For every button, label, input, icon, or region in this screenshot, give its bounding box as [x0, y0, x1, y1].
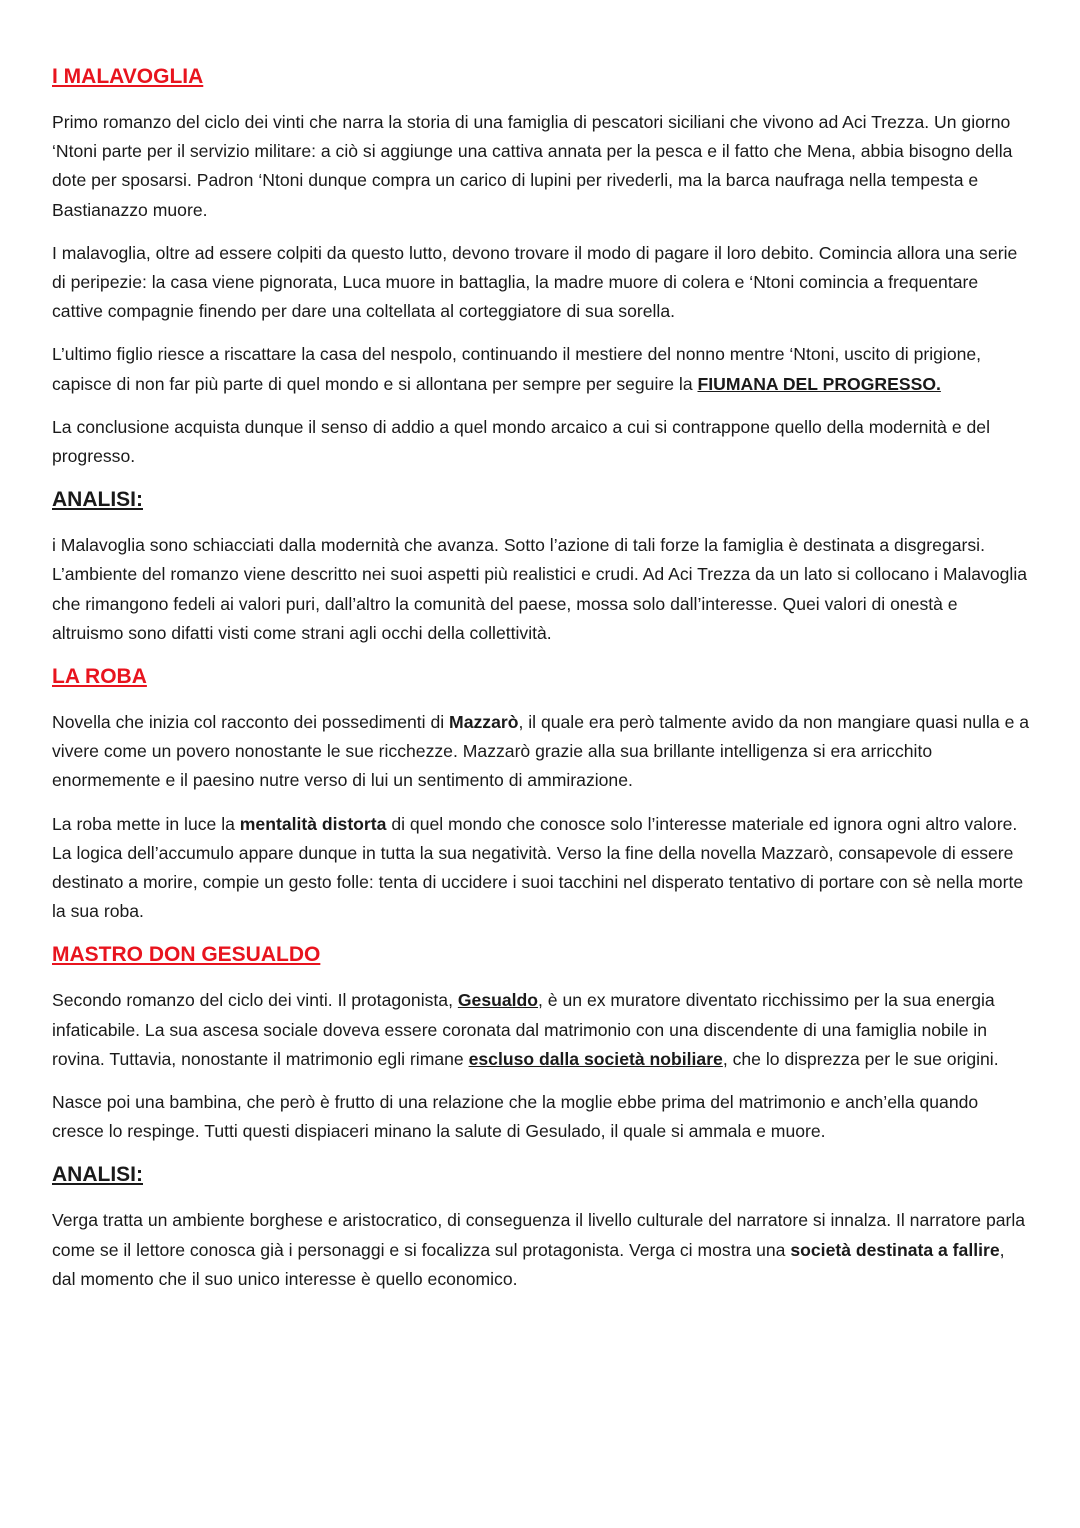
text-run: , il quale era però talmente avido da non mangiare quasi nulla e a vivere come un povero nonostante le sue ricchezze. Mazzarò grazie alla sua brillante intelligenza si era arricchito enormemente e il paesino nutre verso di lui un sentimento di ammirazione. [52, 712, 1030, 791]
paragraph: I malavoglia, oltre ad essere colpiti da questo lutto, devono trovare il modo di pagare il loro debito. Comincia allora una serie di peripezie: la casa viene pignorata, Luca muore in battaglia, la madre muore di colera e ‘Ntoni comincia a frequentare cattive compagnie finendo per dare una coltellata al corteggiatore di sua sorella. [52, 242, 1018, 322]
paragraph [52, 1206, 1032, 1294]
emphasis-fiumana: FIUMANA DEL PROGRESSO. [697, 373, 941, 394]
text-run: , è un ex muratore diventato ricchissimo per la sua energia infaticabile. La sua ascesa sociale doveva essere coronata dal matrimonio con una discendente di una famiglia nobile in rovina. Tuttavia, nonostante il matrimonio egli rimane [52, 990, 995, 1069]
analysis-title: ANALISI: [52, 488, 143, 512]
section-mastro-don-gesualdo [52, 940, 1032, 1294]
paragraph: Nasce poi una bambina, che però è frutto di una relazione che la moglie ebbe prima del matrimonio e anch’ella quando cresce lo respinge. Tutti questi dispiaceri minano la salute di Gesulado, il quale si ammala e muore. [52, 1092, 979, 1142]
emphasis-mentalita: mentalità distorta [239, 813, 387, 834]
paragraph [52, 708, 1032, 796]
section-la-roba [52, 662, 1032, 926]
text-run: L’ultimo figlio riesce a riscattare la casa del nespolo, continuando il mestiere del nonno mentre ‘Ntoni, uscito di prigione, capisce di non far più parte di quel mondo e si allontana per sempre per seguire la [52, 344, 982, 394]
document-page [52, 62, 1032, 1308]
text-run: Secondo romanzo del ciclo dei vinti. Il protagonista, [52, 990, 458, 1011]
section-title-la-roba: LA ROBA [52, 665, 147, 689]
paragraph: i Malavoglia sono schiacciati dalla modernità che avanza. Sotto l’azione di tali forze la famiglia è destinata a disgregarsi. L’ambiente del romanzo viene descritto nei suoi aspetti più realistici e crudi. Ad Aci Trezza da un lato si collocano i Malavoglia che rimangono fedeli ai valori puri, dall’altro la comunità del paese, mossa solo dall’interesse. Quei valori di onestà e altruismo sono difatti visti come strani agli occhi della collettività. [52, 535, 1028, 643]
emphasis-escluso: escluso dalla società nobiliare [468, 1048, 723, 1069]
text-run: Novella che inizia col racconto dei possedimenti di [52, 712, 450, 733]
emphasis-gesualdo: Gesualdo [457, 990, 539, 1011]
paragraph: La conclusione acquista dunque il senso di addio a quel mondo arcaico a cui si contrappone quello della modernità e del progresso. [52, 416, 990, 467]
section-title-malavoglia: I MALAVOGLIA [52, 65, 204, 88]
text-run: , che lo disprezza per le sue origini. [722, 1048, 999, 1069]
section-malavoglia [52, 62, 1032, 648]
paragraph [52, 340, 1032, 398]
section-title-gesualdo: MASTRO DON GESUALDO [52, 943, 321, 967]
emphasis-societa: società destinata a fallire [790, 1239, 1000, 1260]
text-run: La roba mette in luce la [52, 813, 240, 834]
paragraph [52, 986, 1032, 1074]
text-run: di quel mondo che conosce solo l’interesse materiale ed ignora ogni altro valore. La logica dell’accumulo appare dunque in tutta la sua negatività. Verso la fine della novella Mazzarò, consapevole di essere destinato a morire, compie un gesto folle: tenta di uccidere i suoi tacchini nel disperato tentativo di portare con sè nella morte la sua roba. [52, 813, 1024, 922]
text-run: , dal momento che il suo unico interesse è quello economico. [52, 1239, 1005, 1289]
emphasis-mazzaro: Mazzarò [449, 712, 519, 733]
paragraph [52, 810, 1032, 927]
analysis-title: ANALISI: [52, 1163, 143, 1187]
text-run: Verga tratta un ambiente borghese e aristocratico, di conseguenza il livello culturale del narratore si innalza. Il narratore parla come se il lettore conosca già i personaggi e si focalizza sul protagonista. Verga ci mostra una [52, 1210, 1026, 1260]
paragraph: Primo romanzo del ciclo dei vinti che narra la storia di una famiglia di pescatori siciliani che vivono ad Aci Trezza. Un giorno ‘Ntoni parte per il servizio militare: a ciò si aggiunge una cattiva annata per la pesca e il fatto che Mena, abbia bisogno della dote per sposarsi. Padron ‘Ntoni dunque compra un carico di lupini per rivederli, ma la barca naufraga nella tempesta e Bastianazzo muore. [52, 112, 1013, 220]
